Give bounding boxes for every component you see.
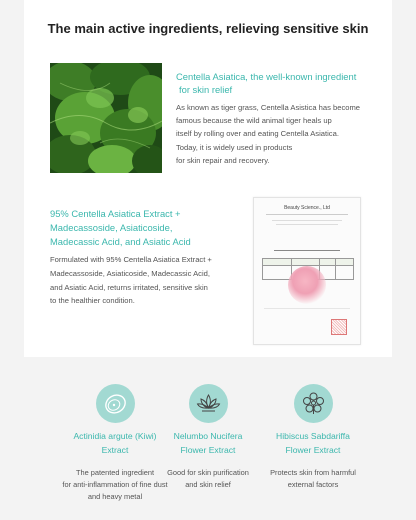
certificate-divider bbox=[276, 224, 338, 225]
kiwi-icon bbox=[96, 384, 135, 423]
ingredient-name-line: Flower Extract bbox=[180, 444, 236, 455]
section2-heading-line: 95% Centella Asiatica Extract + bbox=[50, 208, 181, 219]
section2-body-line: and Asiatic Acid, returns irritated, sensitive skin bbox=[50, 282, 208, 292]
centella-leaves-image bbox=[50, 63, 162, 173]
ingredient-name-line: Flower Extract bbox=[285, 444, 341, 455]
ingredient-name-line: Hibiscus Sabdariffa bbox=[276, 431, 350, 441]
section1-heading bbox=[176, 70, 376, 96]
section2-body bbox=[50, 253, 250, 308]
section1-body-line: itself by rolling over and eating Centella Asiatica. bbox=[176, 129, 339, 139]
ingredient-desc-line: Protects skin from harmful bbox=[270, 468, 356, 477]
ingredient-desc-line: The patented ingredient bbox=[75, 468, 155, 477]
ingredient-desc-line: and heavy metal bbox=[87, 492, 143, 502]
page-title: The main active ingredients, relieving sensitive skin bbox=[47, 21, 369, 36]
section1-heading-line: for skin relief bbox=[179, 84, 233, 95]
ingredient-name-line: Extract bbox=[101, 444, 129, 455]
section2-body-line: Madecassoside, Asiaticoside, Madecassic Acid, bbox=[50, 268, 210, 278]
ingredient-name-line: Nelumbo Nucifera bbox=[173, 431, 243, 441]
certificate-divider bbox=[274, 250, 340, 251]
ingredient-desc-line: and skin relief bbox=[185, 480, 231, 490]
ingredient-description bbox=[253, 467, 373, 491]
certificate-table-header bbox=[263, 259, 353, 266]
ingredient-desc-line: Good for skin purification bbox=[167, 468, 249, 477]
section2-heading-line: Madecassic Acid, and Asiatic Acid bbox=[50, 236, 191, 247]
section1-body-line: As known as tiger grass, Centella Asistica has become bbox=[176, 103, 361, 112]
section2-heading bbox=[50, 207, 250, 249]
section1-body-line: for skin repair and recovery. bbox=[176, 155, 270, 165]
certificate-divider bbox=[266, 214, 348, 215]
ingredient-name-line: Actinidia argute (Kiwi) bbox=[73, 431, 157, 441]
ingredient-hibiscus bbox=[253, 384, 373, 491]
content-card bbox=[24, 0, 392, 357]
certificate-divider bbox=[264, 308, 350, 309]
section1-body-line: Today, it is widely used in products bbox=[176, 142, 293, 152]
ingredient-name bbox=[148, 430, 268, 457]
section1-body bbox=[176, 101, 381, 167]
section2-heading-line: Madecassoside, Asiaticoside, bbox=[50, 222, 173, 233]
certificate-divider bbox=[272, 220, 342, 221]
section2-body-line: to the healthier condition. bbox=[50, 296, 135, 306]
certificate-company: Beauty Science., Ltd bbox=[284, 205, 330, 211]
certificate-seal bbox=[331, 319, 347, 335]
ingredient-desc-line: external factors bbox=[287, 480, 339, 490]
section1-body-line: famous because the wild animal tiger heals up bbox=[176, 116, 332, 126]
ingredient-desc-line: for anti-inflammation of fine dust bbox=[62, 480, 168, 490]
hibiscus-icon bbox=[294, 384, 333, 423]
certificate-table-col bbox=[335, 259, 336, 279]
certificate-pink-stamp bbox=[288, 266, 326, 304]
ingredient-name bbox=[253, 430, 373, 457]
ingredient-description bbox=[148, 467, 268, 491]
lotus-icon bbox=[189, 384, 228, 423]
section2-body-line: Formulated with 95% Centella Asiatica Extract + bbox=[50, 255, 212, 264]
test-certificate-image bbox=[253, 197, 361, 345]
ingredient-lotus bbox=[148, 384, 268, 491]
section1-heading-line: Centella Asiatica, the well-known ingredient bbox=[176, 71, 357, 82]
centella-leaves-photo bbox=[50, 63, 162, 173]
